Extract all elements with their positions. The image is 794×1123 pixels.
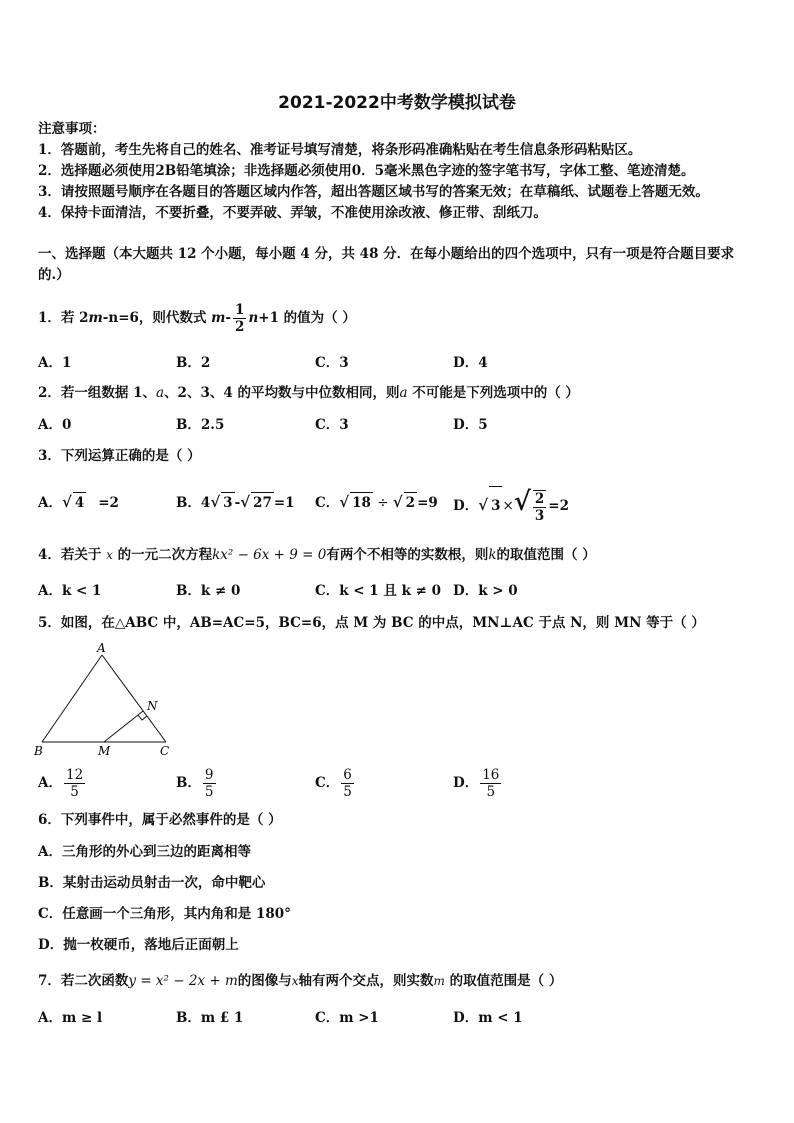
label-m: M [98,744,111,758]
segment-mn [104,711,143,742]
label-n: N [147,699,158,713]
question-4-option-c: C．k < 1 且 k ≠ 0 [315,583,442,599]
question-2-stem: 2．若一组数据 1、a、2、3、4 的平均数与中位数相同，则a 不可能是下列选项中的（ ） [38,385,579,401]
notice-item-1: 1．答题前，考生先将自己的姓名、准考证号填写清楚，将条形码准确粘贴在考生信息条形码粘贴区。 [38,142,642,158]
question-5-stem: 5．如图，在△ABC 中，AB=AC=5，BC=6，点 M 为 BC 的中点，MN⊥AC 于点 N，则 MN 等于（ ） [38,615,705,631]
section-heading-line2: 的.） [38,267,70,283]
question-2-option-d: D．5 [453,417,488,433]
question-4-option-a: A．k < 1 [38,583,102,599]
question-3-stem: 3．下列运算正确的是（ ） [38,448,201,464]
question-5-option-c: C． $\frac{6}{5}$ [315,767,352,800]
question-1-option-d: D．4 [453,355,488,371]
label-b: B [34,744,43,758]
question-7-option-a: A．m ≥ l [38,1010,103,1026]
question-3-option-a: A．√ 4 =2 [38,493,119,511]
question-7-option-b: B．m £ 1 [176,1010,244,1026]
question-7-option-c: C．m >1 [315,1010,379,1026]
question-4-stem: 4．若关于 x 的一元二次方程kx² − 6x + 9 = 0有两个不相等的实数根，则k的取值范围（ ） [38,547,596,563]
question-6-stem: 6．下列事件中，属于必然事件的是（ ） [38,812,282,828]
notice-item-3: 3．请按照题号顺序在各题目的答题区域内作答，超出答题区域书写的答案无效；在草稿纸、试题卷上答题无效。 [38,184,709,200]
question-2-option-b: B．2.5 [176,417,225,433]
question-6-option-c: C．任意画一个三角形，其内角和是 180° [38,906,291,922]
question-3-option-d: D．√ 3 ×√ $\frac{2}{3}$ =2 [453,487,570,524]
notice-heading: 注意事项： [38,121,106,137]
question-1-option-c: C．3 [315,355,349,371]
right-angle-mark [138,715,147,720]
question-4-option-d: D．k > 0 [453,583,518,599]
page-title: 2021-2022中考数学模拟试卷 [278,93,516,113]
segment-ab [42,655,102,742]
question-1-stem: 1．若 2m-n=6，则代数式 m- $\frac{1}{2}$ n+1 的值为（ ） [38,302,356,335]
question-6-option-a: A．三角形的外心到三边的距离相等 [38,844,251,860]
question-3-option-b: B．4√ 3 -√ 27 =1 [176,493,295,511]
question-3-option-c: C．√ 18 ÷ √ 2 =9 [315,493,438,511]
triangle-abc-figure [30,640,190,762]
notice-item-2: 2．选择题必须使用2B铅笔填涂；非选择题必须使用0．5毫米黑色字迹的签字笔书写，字体工整、笔迹清楚。 [38,163,695,179]
section-heading-line1: 一、选择题（本大题共 12 个小题，每小题 4 分，共 48 分．在每小题给出的四个选项中，只有一项是符合题目要求 [38,246,735,262]
label-c: C [160,744,170,758]
question-5-option-d: D． $\frac{16}{5}$ [453,767,500,800]
fraction-one-half: $\frac{1}{2}$ [235,302,245,335]
question-1-option-a: A．1 [38,355,72,371]
question-5-option-b: B． $\frac{9}{5}$ [176,767,214,800]
question-2-option-a: A．0 [38,417,72,433]
question-6-option-b: B．某射击运动员射击一次，命中靶心 [38,875,266,891]
question-1-option-b: B．2 [176,355,211,371]
question-5-option-a: A． $\frac{12}{5}$ [38,767,84,800]
notice-item-4: 4．保持卡面清洁，不要折叠，不要弄破、弄皱，不准使用涂改液、修正带、刮纸刀。 [38,205,547,221]
question-2-option-c: C．3 [315,417,349,433]
question-7-option-d: D．m < 1 [453,1010,523,1026]
question-4-option-b: B．k ≠ 0 [176,583,241,599]
label-a: A [97,641,106,655]
question-6-option-d: D．抛一枚硬币，落地后正面朝上 [38,937,239,953]
question-7-stem: 7．若二次函数y = x² − 2x + m的图像与x轴有两个交点，则实数m 的取值范围是（ ） [38,973,563,989]
